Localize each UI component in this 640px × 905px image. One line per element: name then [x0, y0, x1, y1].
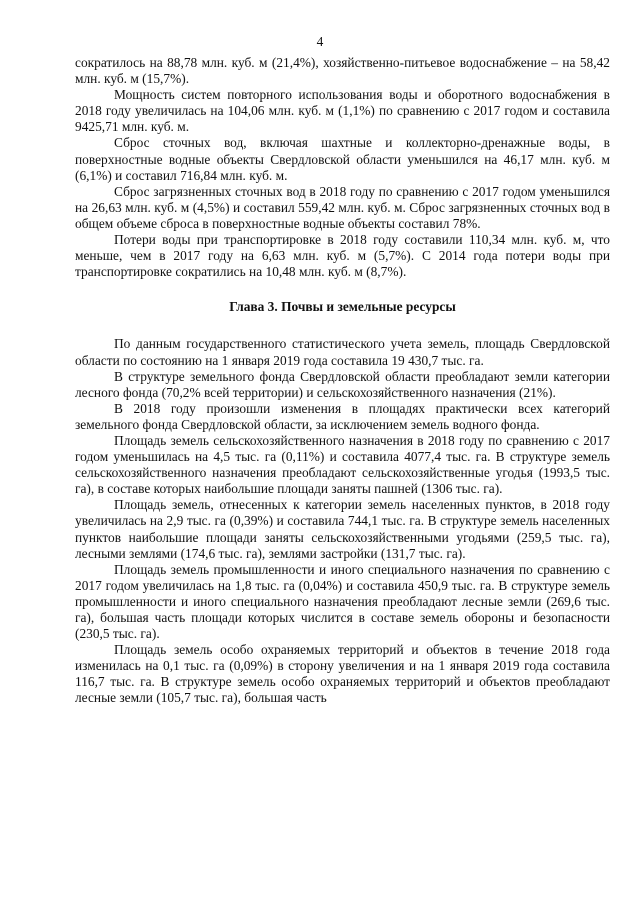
paragraph-water-use-continuation: сократилось на 88,78 млн. куб. м (21,4%), хозяйственно-питьевое водоснабжение – на 58,42 млн. куб. м (15,7%).: [75, 55, 610, 87]
paragraph-water-losses: Потери воды при транспортировке в 2018 году составили 110,34 млн. куб. м, что меньше, чем в 2017 году на 6,63 млн. куб. м (5,7%). С 2014 года потери воды при транспортировке сократились на 10,48 млн. куб. м (8,7%).: [75, 232, 610, 280]
paragraph-agricultural-land: Площадь земель сельскохозяйственного назначения в 2018 году по сравнению с 2017 годом уменьшилась на 4,5 тыс. га (0,11%) и составила 4077,4 тыс. га. В структуре земель сельскохозяйственного назначения преобладают сельскохозяйственные угодья (1993,5 тыс. га), в составе которых наибольшие площади заняты пашней (1306 тыс. га).: [75, 432, 610, 497]
paragraph-industrial-land: Площадь земель промышленности и иного специального назначения по сравнению с 2017 годом увеличилась на 1,8 тыс. га (0,04%) и составила 450,9 тыс. га. В структуре земель промышленности и иного специального назначения преобладают лесные земли (269,6 тыс. га), большая часть площади которых числится в составе земель обороны и безопасности (230,5 тыс. га).: [75, 561, 610, 642]
paragraph-settlement-land: Площадь земель, отнесенных к категории земель населенных пунктов, в 2018 году увеличилась на 2,9 тыс. га (0,39%) и составила 744,1 тыс. га. В структуре земель населенных пунктов наибольшие площади заняты сельскохозяйственными угодьями (259,5 тыс. га), лесными землями (174,6 тыс. га), землями застройки (131,7 тыс. га).: [75, 497, 610, 561]
chapter-title: Глава 3. Почвы и земельные ресурсы: [229, 299, 456, 315]
page-content: [75, 55, 610, 707]
paragraph-polluted-wastewater: Сброс загрязненных сточных вод в 2018 году по сравнению с 2017 годом уменьшился на 26,63 млн. куб. м (4,5%) и составил 559,42 млн. куб. м. Сброс загрязненных сточных вод в общем объеме сброса в поверхностные водные объекты составил 78%.: [75, 183, 610, 231]
paragraph-region-area: По данным государственного статистического учета земель, площадь Свердловской области по состоянию на 1 января 2019 года составила 19 430,7 тыс. га.: [75, 336, 610, 368]
paragraph-wastewater-discharge: Сброс сточных вод, включая шахтные и коллекторно-дренажные воды, в поверхностные водные объекты Свердловской области уменьшился на 46,17 млн. куб. м (6,1%) и составил 716,84 млн. куб. м.: [75, 135, 610, 183]
paragraph-land-category-changes: В 2018 году произошли изменения в площадях практически всех категорий земельного фонда Свердловской области, за исключением земель водного фонда.: [75, 400, 610, 432]
page-number: 4: [316, 34, 324, 49]
paragraph-land-fund-structure: В структуре земельного фонда Свердловской области преобладают земли категории лесного фонда (70,2% всей территории) и сельскохозяйственного назначения (21%).: [75, 368, 610, 400]
paragraph-protected-land: Площадь земель особо охраняемых территорий и объектов в течение 2018 года изменилась на 0,1 тыс. га (0,09%) в сторону увеличения и на 1 января 2019 года составила 116,7 тыс. га. В структуре земель особо охраняемых территорий и объектов преобладают лесные земли (105,7 тыс. га), большая часть: [75, 642, 610, 706]
paragraph-water-recycling: Мощность систем повторного использования воды и оборотного водоснабжения в 2018 году увеличилась на 104,06 млн. куб. м (1,1%) по сравнению с 2017 годом и составила 9425,71 млн. куб. м.: [75, 87, 610, 135]
